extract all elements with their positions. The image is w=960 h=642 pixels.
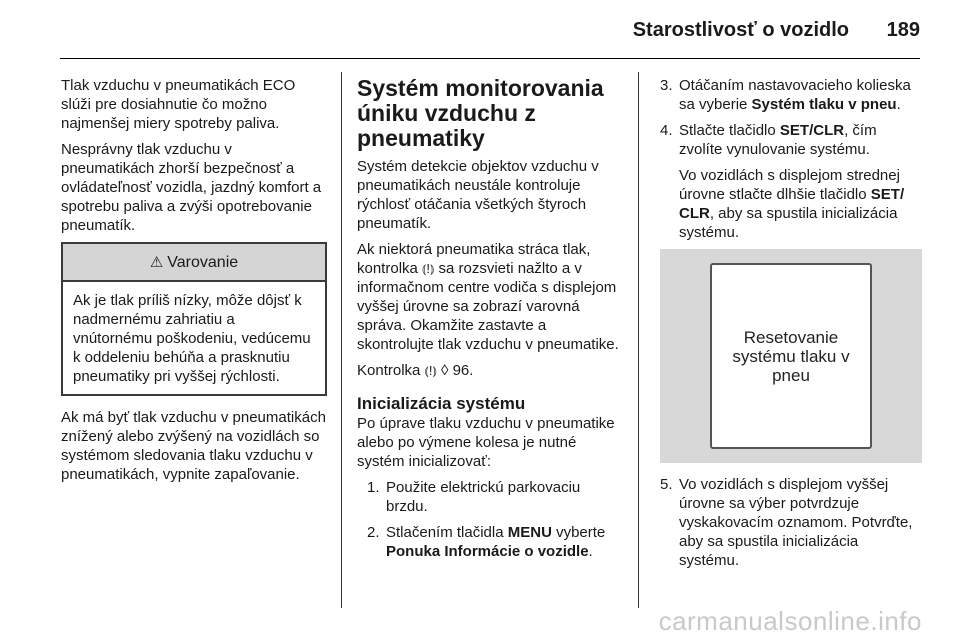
warning-header xyxy=(63,244,325,282)
paragraph-ignition-off: Ak má byť tlak vzduchu v pneumatikách znížený alebo zvýšený na vozidlách so systémom sledovania tlaku vzduchu v pneumatikách, vypnite zapaľovanie. xyxy=(61,409,326,483)
menu-button-label: MENU xyxy=(507,524,552,541)
list-item xyxy=(660,76,922,114)
paragraph-pressure-loss xyxy=(357,240,625,354)
steps-list-part3 xyxy=(660,475,922,570)
page-number: 189 xyxy=(886,19,920,41)
step-text xyxy=(386,523,625,561)
display-screen xyxy=(710,263,872,449)
display-message: Resetovanie systému tlaku v pneu xyxy=(732,327,850,385)
tire-pressure-lamp-icon: ⦅!⦆ xyxy=(422,261,435,276)
column-right xyxy=(660,76,922,577)
step-text-part: Otáčaním nastavovacieho kolieska sa vyberie xyxy=(679,77,911,113)
step-subtext-part: , aby sa spustila inicializácia systému. xyxy=(679,205,898,241)
lamp-ref-text-a: Kontrolka xyxy=(357,362,421,379)
paragraph-eco-pressure: Tlak vzduchu v pneumatikách ECO slúži pre dosiahnutie čo možno najmenšej miery spotreby paliva. xyxy=(61,77,296,132)
list-item xyxy=(660,475,922,570)
step-text-part: . xyxy=(588,543,593,560)
step-text xyxy=(679,76,922,114)
step-text-part: vyberte xyxy=(556,524,606,541)
step-number: 4. xyxy=(660,122,673,139)
column-left xyxy=(61,76,327,491)
steps-list-part1 xyxy=(357,478,625,561)
page-title: Starostlivosť o vozidlo xyxy=(632,19,849,41)
step-number: 5. xyxy=(660,476,673,493)
list-item xyxy=(660,121,922,242)
step-text-part: Stlačte tlačidlo xyxy=(679,122,776,139)
subheading-initialization: Inicializácia systému xyxy=(357,394,526,413)
list-item xyxy=(357,523,625,561)
list-item xyxy=(357,478,625,516)
paragraph-lamp-reference xyxy=(357,361,625,380)
step-number: 3. xyxy=(660,77,673,94)
step-number: 1. xyxy=(367,479,380,496)
lamp-ref-page: 96. xyxy=(452,362,474,379)
step-text: Vo vozidlách s displejom vyššej úrovne sa výber potvrdzuje vyskakovacím oznamom. Potvrďte, aby sa spustila inicializácia systému. xyxy=(679,476,913,569)
vehicle-info-menu-label: Ponuka Informácie o vozidle xyxy=(386,543,589,560)
step-subtext-part: Vo vozidlách s displejom strednej úrovne stlačte dlhšie tlačidlo xyxy=(679,167,900,203)
set-clr-button-label: SET/CLR xyxy=(779,122,845,139)
column-divider-1 xyxy=(341,72,342,608)
column-divider-2 xyxy=(638,72,639,608)
set-clr-button-label: SET/ CLR xyxy=(679,186,905,222)
header-divider xyxy=(60,58,920,59)
watermark: carmanualsonline.info xyxy=(658,606,922,636)
step-text-part: , čím zvolíte vynulovanie systému. xyxy=(679,122,877,158)
column-middle xyxy=(357,76,625,568)
step-text-part: Stlačením tlačidla xyxy=(386,524,504,541)
section-title: Systém monitorovania úniku vzduchu z pneumatiky xyxy=(357,75,604,151)
step-number: 2. xyxy=(367,524,380,541)
steps-list-part2 xyxy=(660,76,922,242)
paragraph-detection-system: Systém detekcie objektov vzduchu v pneumatikách neustále kontroluje rýchlosť otáčania všetkých štyroch pneumatík. xyxy=(357,158,599,232)
warning-triangle-icon: ⚠ xyxy=(149,253,164,271)
warning-box xyxy=(61,242,327,396)
page-header xyxy=(0,0,960,64)
display-illustration xyxy=(660,249,922,463)
tire-pressure-lamp-icon: ⦅!⦆ xyxy=(424,363,437,378)
warning-title: Varovanie xyxy=(167,253,239,271)
step-text xyxy=(679,121,922,242)
pressure-loss-text-b: sa rozsvieti nažlto a v informačnom centre vodiča s displejom vyššej úrovne sa zobrazí varovná správa. Okamžite zastavte a skontrolujte tlak vzduchu v pneumatike. xyxy=(357,260,619,353)
paragraph-initialization-intro: Po úprave tlaku vzduchu v pneumatike alebo po výmene kolesa je nutné systém inicializovať: xyxy=(357,415,615,470)
pressure-loss-text-a: Ak niektorá pneumatika stráca tlak, kontrolka xyxy=(357,241,591,277)
warning-text: Ak je tlak príliš nízky, môže dôjsť k nadmernému zahriatiu a vnútornému poškodeniu, vedúcemu k oddeleniu behúňa a prasknutiu pneumatiky pri vyššej rýchlosti. xyxy=(73,292,311,385)
paragraph-incorrect-pressure: Nesprávny tlak vzduchu v pneumatikách zhorší bezpečnosť a ovládateľnosť vozidla, jazdný komfort a spotrebu paliva a zvýši opotrebovanie pneumatík. xyxy=(61,141,322,234)
step-text: Použite elektrickú parkovaciu brzdu. xyxy=(386,479,581,515)
page-reference-icon: ◊ xyxy=(441,362,449,379)
step-text-part: . xyxy=(896,96,901,113)
tire-pressure-system-label: Systém tlaku v pneu xyxy=(751,96,897,113)
